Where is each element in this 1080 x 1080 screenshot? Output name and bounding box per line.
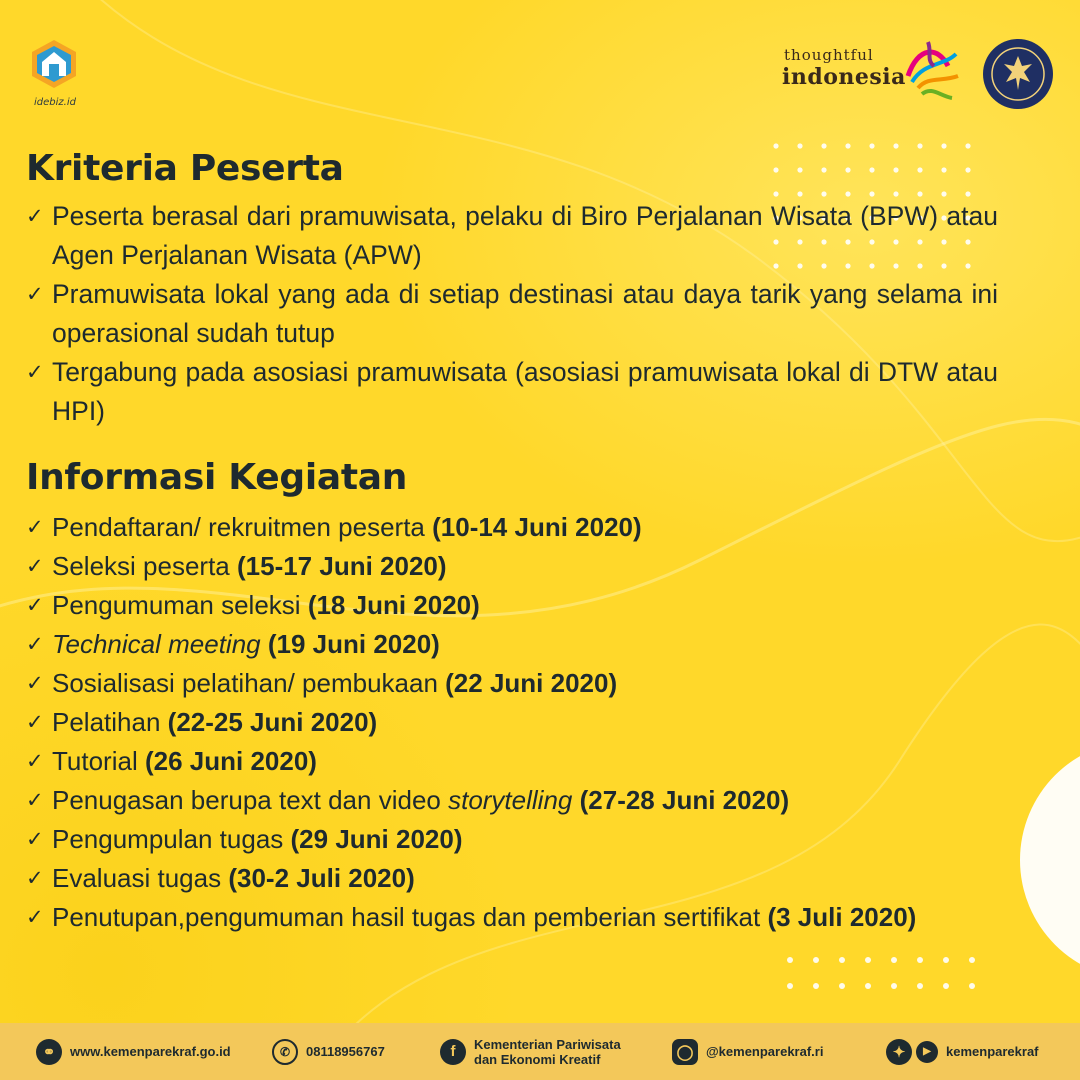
decor-dot <box>787 957 793 963</box>
ti-line2: indonesia <box>782 64 906 90</box>
check-icon: ✓ <box>26 515 44 539</box>
list-item <box>26 275 998 353</box>
list-item <box>26 664 998 703</box>
item-text: Penugasan berupa text dan video <box>52 785 449 815</box>
whatsapp-icon: ✆ <box>272 1039 298 1065</box>
phone-text: 08118956767 <box>306 1044 385 1059</box>
ti-line1: thoughtful <box>784 46 874 64</box>
decor-dot <box>839 983 845 989</box>
footer-phone[interactable] <box>272 1023 385 1080</box>
decor-dot <box>865 957 871 963</box>
check-icon: ✓ <box>26 632 44 656</box>
info-title: Informasi Kegiatan <box>26 457 408 498</box>
check-icon: ✓ <box>26 282 44 306</box>
item-date: (22 Juni 2020) <box>445 668 618 698</box>
list-item <box>26 859 998 898</box>
criteria-title: Kriteria Peserta <box>26 148 344 189</box>
check-icon: ✓ <box>26 593 44 617</box>
item-text: Seleksi peserta <box>52 551 237 581</box>
criteria-text: Peserta berasal dari pramuwisata, pelaku di Biro Perjalanan Wisata (BPW) atau Agen Perjalanan Wisata (APW) <box>52 201 998 270</box>
footer-instagram[interactable] <box>672 1023 823 1080</box>
list-item <box>26 547 998 586</box>
check-icon: ✓ <box>26 749 44 773</box>
criteria-list <box>26 197 998 431</box>
ministry-seal <box>982 38 1054 110</box>
item-text-italic: Technical meeting <box>52 629 261 659</box>
globe-icon: ⚭ <box>36 1039 62 1065</box>
decor-dot <box>969 957 975 963</box>
decor-dot <box>839 957 845 963</box>
info-list <box>26 508 998 937</box>
item-date: (10-14 Juni 2020) <box>432 512 642 542</box>
list-item <box>26 820 998 859</box>
list-item <box>26 703 998 742</box>
instagram-icon: ◯ <box>672 1039 698 1065</box>
item-date: (19 Juni 2020) <box>267 629 440 659</box>
facebook-line1: Kementerian Pariwisata <box>474 1036 621 1052</box>
thoughtful-indonesia-logo <box>780 36 965 106</box>
facebook-text <box>474 1037 621 1067</box>
item-date: (22-25 Juni 2020) <box>167 707 378 737</box>
instagram-text: @kemenparekraf.ri <box>706 1044 824 1059</box>
item-text-italic: storytelling <box>448 785 573 815</box>
item-date: (27-28 Juni 2020) <box>579 785 790 815</box>
item-date: (26 Juni 2020) <box>144 746 317 776</box>
decor-dot <box>943 957 949 963</box>
criteria-text: Tergabung pada asosiasi pramuwisata (asosiasi pramuwisata lokal di DTW atau HPI) <box>52 357 998 426</box>
list-item <box>26 742 998 781</box>
main-content <box>26 148 998 937</box>
list-item <box>26 898 998 937</box>
check-icon: ✓ <box>26 710 44 734</box>
item-date: (18 Juni 2020) <box>307 590 480 620</box>
youtube-icon: ▶ <box>916 1041 938 1063</box>
idebiz-house-icon <box>28 38 80 90</box>
idebiz-logo <box>28 38 88 108</box>
item-text: Penutupan,pengumuman hasil tugas dan pemberian sertifikat <box>52 902 768 932</box>
item-date: (30-2 Juli 2020) <box>228 863 415 893</box>
footer-bar <box>0 1023 1080 1080</box>
item-text: Sosialisasi pelatihan/ pembukaan <box>52 668 446 698</box>
decor-dot <box>917 957 923 963</box>
decor-dot <box>969 983 975 989</box>
footer-website[interactable] <box>36 1023 231 1080</box>
item-text: Pelatihan <box>52 707 168 737</box>
item-text: Evaluasi tugas <box>52 863 229 893</box>
check-icon: ✓ <box>26 827 44 851</box>
criteria-text: Pramuwisata lokal yang ada di setiap destinasi atau daya tarik yang selama ini operasional sudah tutup <box>52 279 998 348</box>
footer-twitter-youtube[interactable] <box>886 1023 1039 1080</box>
ti-bird-icon <box>898 36 964 106</box>
check-icon: ✓ <box>26 905 44 929</box>
decor-dot <box>917 983 923 989</box>
list-item <box>26 781 998 820</box>
facebook-icon: f <box>440 1039 466 1065</box>
check-icon: ✓ <box>26 360 44 384</box>
check-icon: ✓ <box>26 554 44 578</box>
twitter-icon: ✦ <box>886 1039 912 1065</box>
item-date: (15-17 Juni 2020) <box>236 551 447 581</box>
check-icon: ✓ <box>26 866 44 890</box>
check-icon: ✓ <box>26 671 44 695</box>
list-item <box>26 508 998 547</box>
idebiz-caption: idebiz.id <box>34 97 76 108</box>
decor-dot <box>891 957 897 963</box>
check-icon: ✓ <box>26 204 44 228</box>
garuda-seal-icon <box>982 38 1054 110</box>
item-text: Pendaftaran/ rekruitmen peserta <box>52 512 433 542</box>
item-text: Tutorial <box>52 746 145 776</box>
item-date: (3 Juli 2020) <box>767 902 917 932</box>
list-item <box>26 197 998 275</box>
decor-dot <box>813 983 819 989</box>
decor-dot <box>943 983 949 989</box>
decor-dot <box>865 983 871 989</box>
item-text: Pengumuman seleksi <box>52 590 308 620</box>
list-item <box>26 353 998 431</box>
decor-dot <box>813 957 819 963</box>
list-item <box>26 586 998 625</box>
list-item <box>26 625 998 664</box>
item-text: Pengumpulan tugas <box>52 824 291 854</box>
check-icon: ✓ <box>26 788 44 812</box>
item-date: (29 Juni 2020) <box>290 824 463 854</box>
decor-dot <box>787 983 793 989</box>
twitter-youtube-text: kemenparekraf <box>946 1044 1039 1059</box>
decor-dot <box>891 983 897 989</box>
website-text: www.kemenparekraf.go.id <box>70 1044 231 1059</box>
facebook-line2: dan Ekonomi Kreatif <box>474 1051 601 1067</box>
footer-facebook[interactable] <box>440 1023 621 1080</box>
